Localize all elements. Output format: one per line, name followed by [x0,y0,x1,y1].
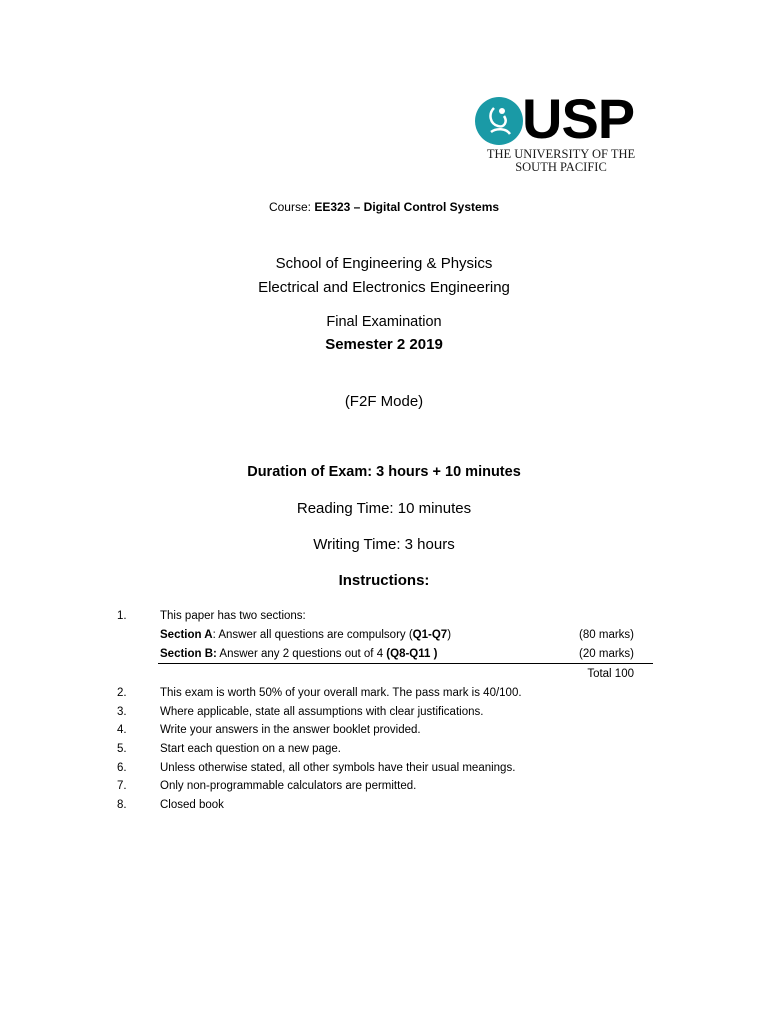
instruction-item [0,721,768,739]
section-b-text [160,645,437,663]
instruction-number: 1. [117,610,127,622]
usp-logo [472,87,650,182]
instruction-text: This exam is worth 50% of your overall mark. The pass mark is 40/100. [160,687,522,699]
section-a-label: Section A [160,629,213,641]
instruction-item [0,703,768,721]
instruction-number: 3. [117,706,127,718]
instruction-text: Unless otherwise stated, all other symbols have their usual meanings. [160,762,516,774]
section-b-row [0,645,768,663]
instruction-number: 7. [117,780,127,792]
reading-time: Reading Time: 10 minutes [296,500,472,517]
instruction-text: Only non-programmable calculators are permitted. [160,780,417,792]
logo-subtitle-line2: SOUTH PACIFIC [515,160,607,174]
section-b-marks: (20 marks) [579,648,634,660]
department-name: Electrical and Electronics Engineering [258,279,510,296]
section-a-range: Q1-Q7 [412,629,448,641]
instruction-number: 5. [117,743,127,755]
section-a-desc: : Answer all questions are compulsory ( [212,629,413,641]
instructions-heading: Instructions: [338,572,430,589]
instruction-text: Where applicable, state all assumptions with clear justifications. [160,706,484,718]
instruction-item [0,740,768,758]
logo-wordmark: USP [522,87,635,150]
instruction-text: Closed book [160,799,224,811]
usp-emblem-icon [474,96,524,146]
semester: Semester 2 2019 [325,336,443,353]
section-a-row [0,626,768,644]
course-label: Course: [268,200,315,214]
instruction-text: This paper has two sections: [160,610,306,622]
section-a-marks: (80 marks) [579,629,634,641]
instruction-item [0,796,768,814]
exam-mode: (F2F Mode) [344,393,424,410]
instruction-number: 6. [117,762,127,774]
school-name: School of Engineering & Physics [275,255,493,272]
instruction-item [0,684,768,702]
logo-subtitle [476,148,646,174]
section-a-text [160,626,451,644]
exam-type: Final Examination [326,314,442,330]
section-b-label: Section B: [160,648,217,660]
section-b-desc: Answer any 2 questions out of 4 [216,648,387,660]
course-code-title: EE323 – Digital Control Systems [314,200,500,214]
instruction-number: 8. [117,799,127,811]
instruction-item [0,759,768,777]
section-a-close: ) [447,629,452,641]
exam-duration: Duration of Exam: 3 hours + 10 minutes [247,464,521,480]
instruction-item [0,607,768,625]
section-b-range: (Q8-Q11 ) [386,648,438,660]
instruction-number: 4. [117,724,127,736]
total-marks: Total 100 [587,668,634,680]
instruction-item [0,777,768,795]
logo-subtitle-line1: THE UNIVERSITY OF THE [486,147,636,161]
marks-divider [158,663,653,664]
instruction-text: Start each question on a new page. [160,743,341,755]
course-line [0,200,768,214]
instruction-text: Write your answers in the answer booklet provided. [160,724,421,736]
writing-time: Writing Time: 3 hours [313,536,455,553]
instruction-number: 2. [117,687,127,699]
